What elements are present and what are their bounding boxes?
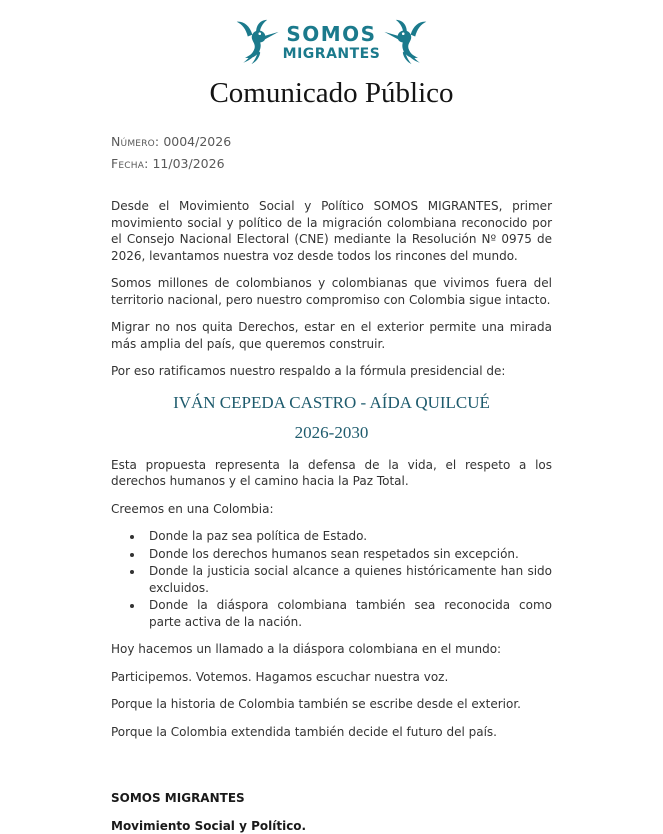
logo-word-migrantes: MIGRANTES xyxy=(282,45,381,62)
hummingbird-icon xyxy=(234,17,280,67)
meta-numero-label: Número: xyxy=(111,134,160,150)
signature-subtitle: Movimiento Social y Político. xyxy=(111,818,307,833)
logo xyxy=(111,15,552,69)
signature-org: SOMOS MIGRANTES xyxy=(111,791,245,806)
logo-wordmark xyxy=(282,21,381,62)
meta-fecha-label: Fecha: xyxy=(111,156,149,172)
meta-fecha-value: 11/03/2026 xyxy=(152,156,225,172)
beliefs-list xyxy=(111,528,552,630)
meta-numero xyxy=(111,134,552,150)
page-title: Comunicado Público xyxy=(209,77,454,109)
formula-candidates-heading: IVÁN CEPEDA CASTRO - AÍDA QUILCUÉ xyxy=(173,392,490,412)
document-meta xyxy=(111,134,552,172)
meta-fecha xyxy=(111,156,552,172)
signature-block xyxy=(111,790,552,834)
list-item: • Donde los derechos humanos sean respetados sin excepción. xyxy=(144,546,552,563)
list-item: • Donde la justicia social alcance a quienes históricamente han sido excluidos. xyxy=(144,563,552,596)
document-body xyxy=(111,198,552,834)
list-item: • Donde la paz sea política de Estado. xyxy=(144,528,552,545)
paragraph: Porque la historia de Colombia también se escribe desde el exterior. xyxy=(111,697,521,712)
paragraph: Por eso ratificamos nuestro respaldo a la fórmula presidencial de: xyxy=(111,364,506,379)
paragraph: Esta propuesta representa la defensa de la vida, el respeto a los derechos humanos y el camino hacia la Paz Total. xyxy=(111,457,552,489)
meta-numero-value: 0004/2026 xyxy=(163,134,232,150)
paragraph: Desde el Movimiento Social y Político SOMOS MIGRANTES, primer movimiento social y político de la migración colombiana reconocido por el Consejo Nacional Electoral (CNE) mediante la Resolución Nº 0975 de 2026, levantamos nuestra voz desde todos los rincones del mundo. xyxy=(111,199,552,263)
formula-period-heading: 2026-2030 xyxy=(294,423,369,443)
list-item: • Donde la diáspora colombiana también sea reconocida como parte activa de la nación. xyxy=(144,597,552,630)
paragraph: Hoy hacemos un llamado a la diáspora colombiana en el mundo: xyxy=(111,642,502,657)
paragraph: Creemos en una Colombia: xyxy=(111,501,274,516)
logo-word-somos: SOMOS xyxy=(286,21,377,46)
hummingbird-icon xyxy=(383,17,429,67)
paragraph: Participemos. Votemos. Hagamos escuchar nuestra voz. xyxy=(111,669,449,684)
paragraph: Somos millones de colombianos y colombianas que vivimos fuera del territorio nacional, pero nuestro compromiso con Colombia sigue intacto. xyxy=(111,276,552,307)
paragraph: Porque la Colombia extendida también decide el futuro del país. xyxy=(111,724,497,739)
paragraph: Migrar no nos quita Derechos, estar en el exterior permite una mirada más amplia del país, que queremos construir. xyxy=(111,320,552,351)
